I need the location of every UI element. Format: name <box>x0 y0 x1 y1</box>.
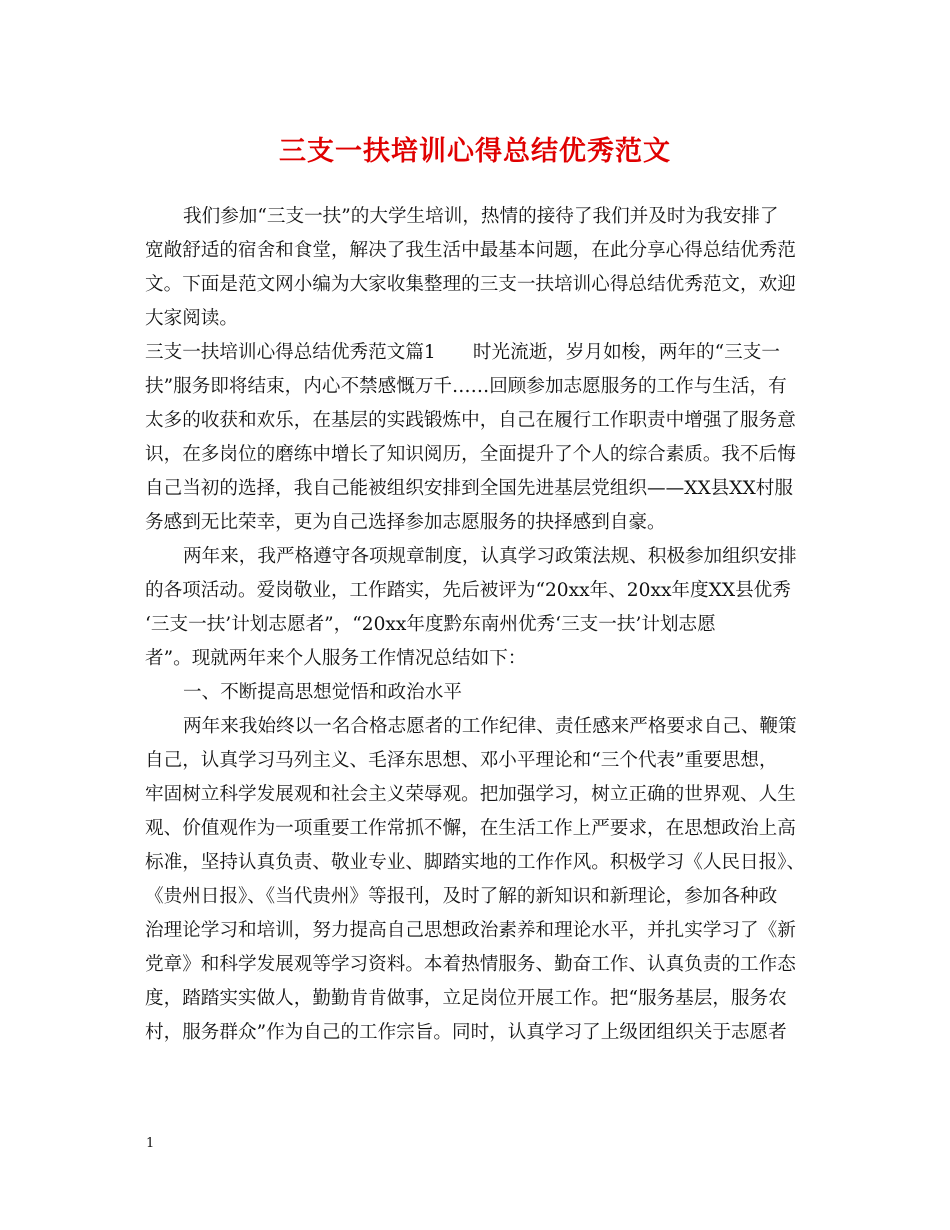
text-line: 的各项活动。爱岗敬业，工作踏实，先后被评为“20xx年、20xx年度XX县优秀 <box>145 580 791 601</box>
text-line: 宽敞舒适的宿舍和食堂，解决了我生活中最基本问题，在此分享心得总结优秀范 <box>145 240 796 261</box>
page-number: 1 <box>146 1136 155 1151</box>
text-line: 者”。现就两年来个人服务工作情况总结如下： <box>145 648 527 669</box>
text-line: 村，服务群众”作为自己的工作宗旨。同时，认真学习了上级团组织关于志愿者 <box>145 1022 787 1043</box>
text-line: 三支一扶培训心得总结优秀范文篇1 时光流逝，岁月如梭，两年的“三支一 <box>145 342 780 363</box>
text-line: 大家阅读。 <box>145 308 238 329</box>
text-line: 扶”服务即将结束，内心不禁感慨万千……回顾参加志愿服务的工作与生活，有 <box>145 376 787 397</box>
text-line: 太多的收获和欢乐，在基层的实践锻炼中，自己在履行工作职责中增强了服务意 <box>145 410 796 431</box>
document-body <box>145 200 815 1050</box>
text-line: 识，在多岗位的磨练中增长了知识阅历，全面提升了个人的综合素质。我不后悔 <box>145 444 796 465</box>
text-line: 文。下面是范文网小编为大家收集整理的三支一扶培训心得总结优秀范文，欢迎 <box>145 274 796 295</box>
text-line: 党章》和科学发展观等学习资料。本着热情服务、勤奋工作、认真负责的工作态 <box>145 954 796 975</box>
text-line: 我们参加“三支一扶”的大学生培训，热情的接待了我们并及时为我安排了 <box>183 206 779 227</box>
text-line: 《贵州日报》、《当代贵州》等报刊，及时了解的新知识和新理论，参加各种政 <box>145 886 778 907</box>
section-heading: 一、不断提高思想觉悟和政治水平 <box>183 682 462 703</box>
text-line: 观、价值观作为一项重要工作常抓不懈，在生活工作上严要求，在思想政治上高 <box>145 818 796 839</box>
text-line: 标准，坚持认真负责、敬业专业、脚踏实地的工作作风。积极学习《人民日报》、 <box>145 852 806 873</box>
document-title: 三支一扶培训心得总结优秀范文 <box>279 136 671 167</box>
text-line: 自己，认真学习马列主义、毛泽东思想、邓小平理论和“三个代表”重要思想， <box>145 750 778 771</box>
text-line: 务感到无比荣幸，更为自己选择参加志愿服务的抉择感到自豪。 <box>145 512 666 533</box>
text-line: 两年来，我严格遵守各项规章制度，认真学习政策法规、积极参加组织安排 <box>183 546 797 567</box>
text-line: 牢固树立科学发展观和社会主义荣辱观。把加强学习，树立正确的世界观、人生 <box>145 784 796 805</box>
text-line: 治理论学习和培训，努力提高自己思想政治素养和理论水平，并扎实学习了《新 <box>145 920 796 941</box>
text-line: 自己当初的选择，我自己能被组织安排到全国先进基层党组织——XX县XX村服 <box>145 478 793 499</box>
text-line: 度，踏踏实实做人，勤勤肯肯做事，立足岗位开展工作。把“服务基层，服务农 <box>145 988 787 1009</box>
text-line: ‘三支一扶’计划志愿者”，“20xx年度黔东南州优秀‘三支一扶’计划志愿 <box>145 614 716 635</box>
text-line: 两年来我始终以一名合格志愿者的工作纪律、责任感来严格要求自己、鞭策 <box>183 716 797 737</box>
